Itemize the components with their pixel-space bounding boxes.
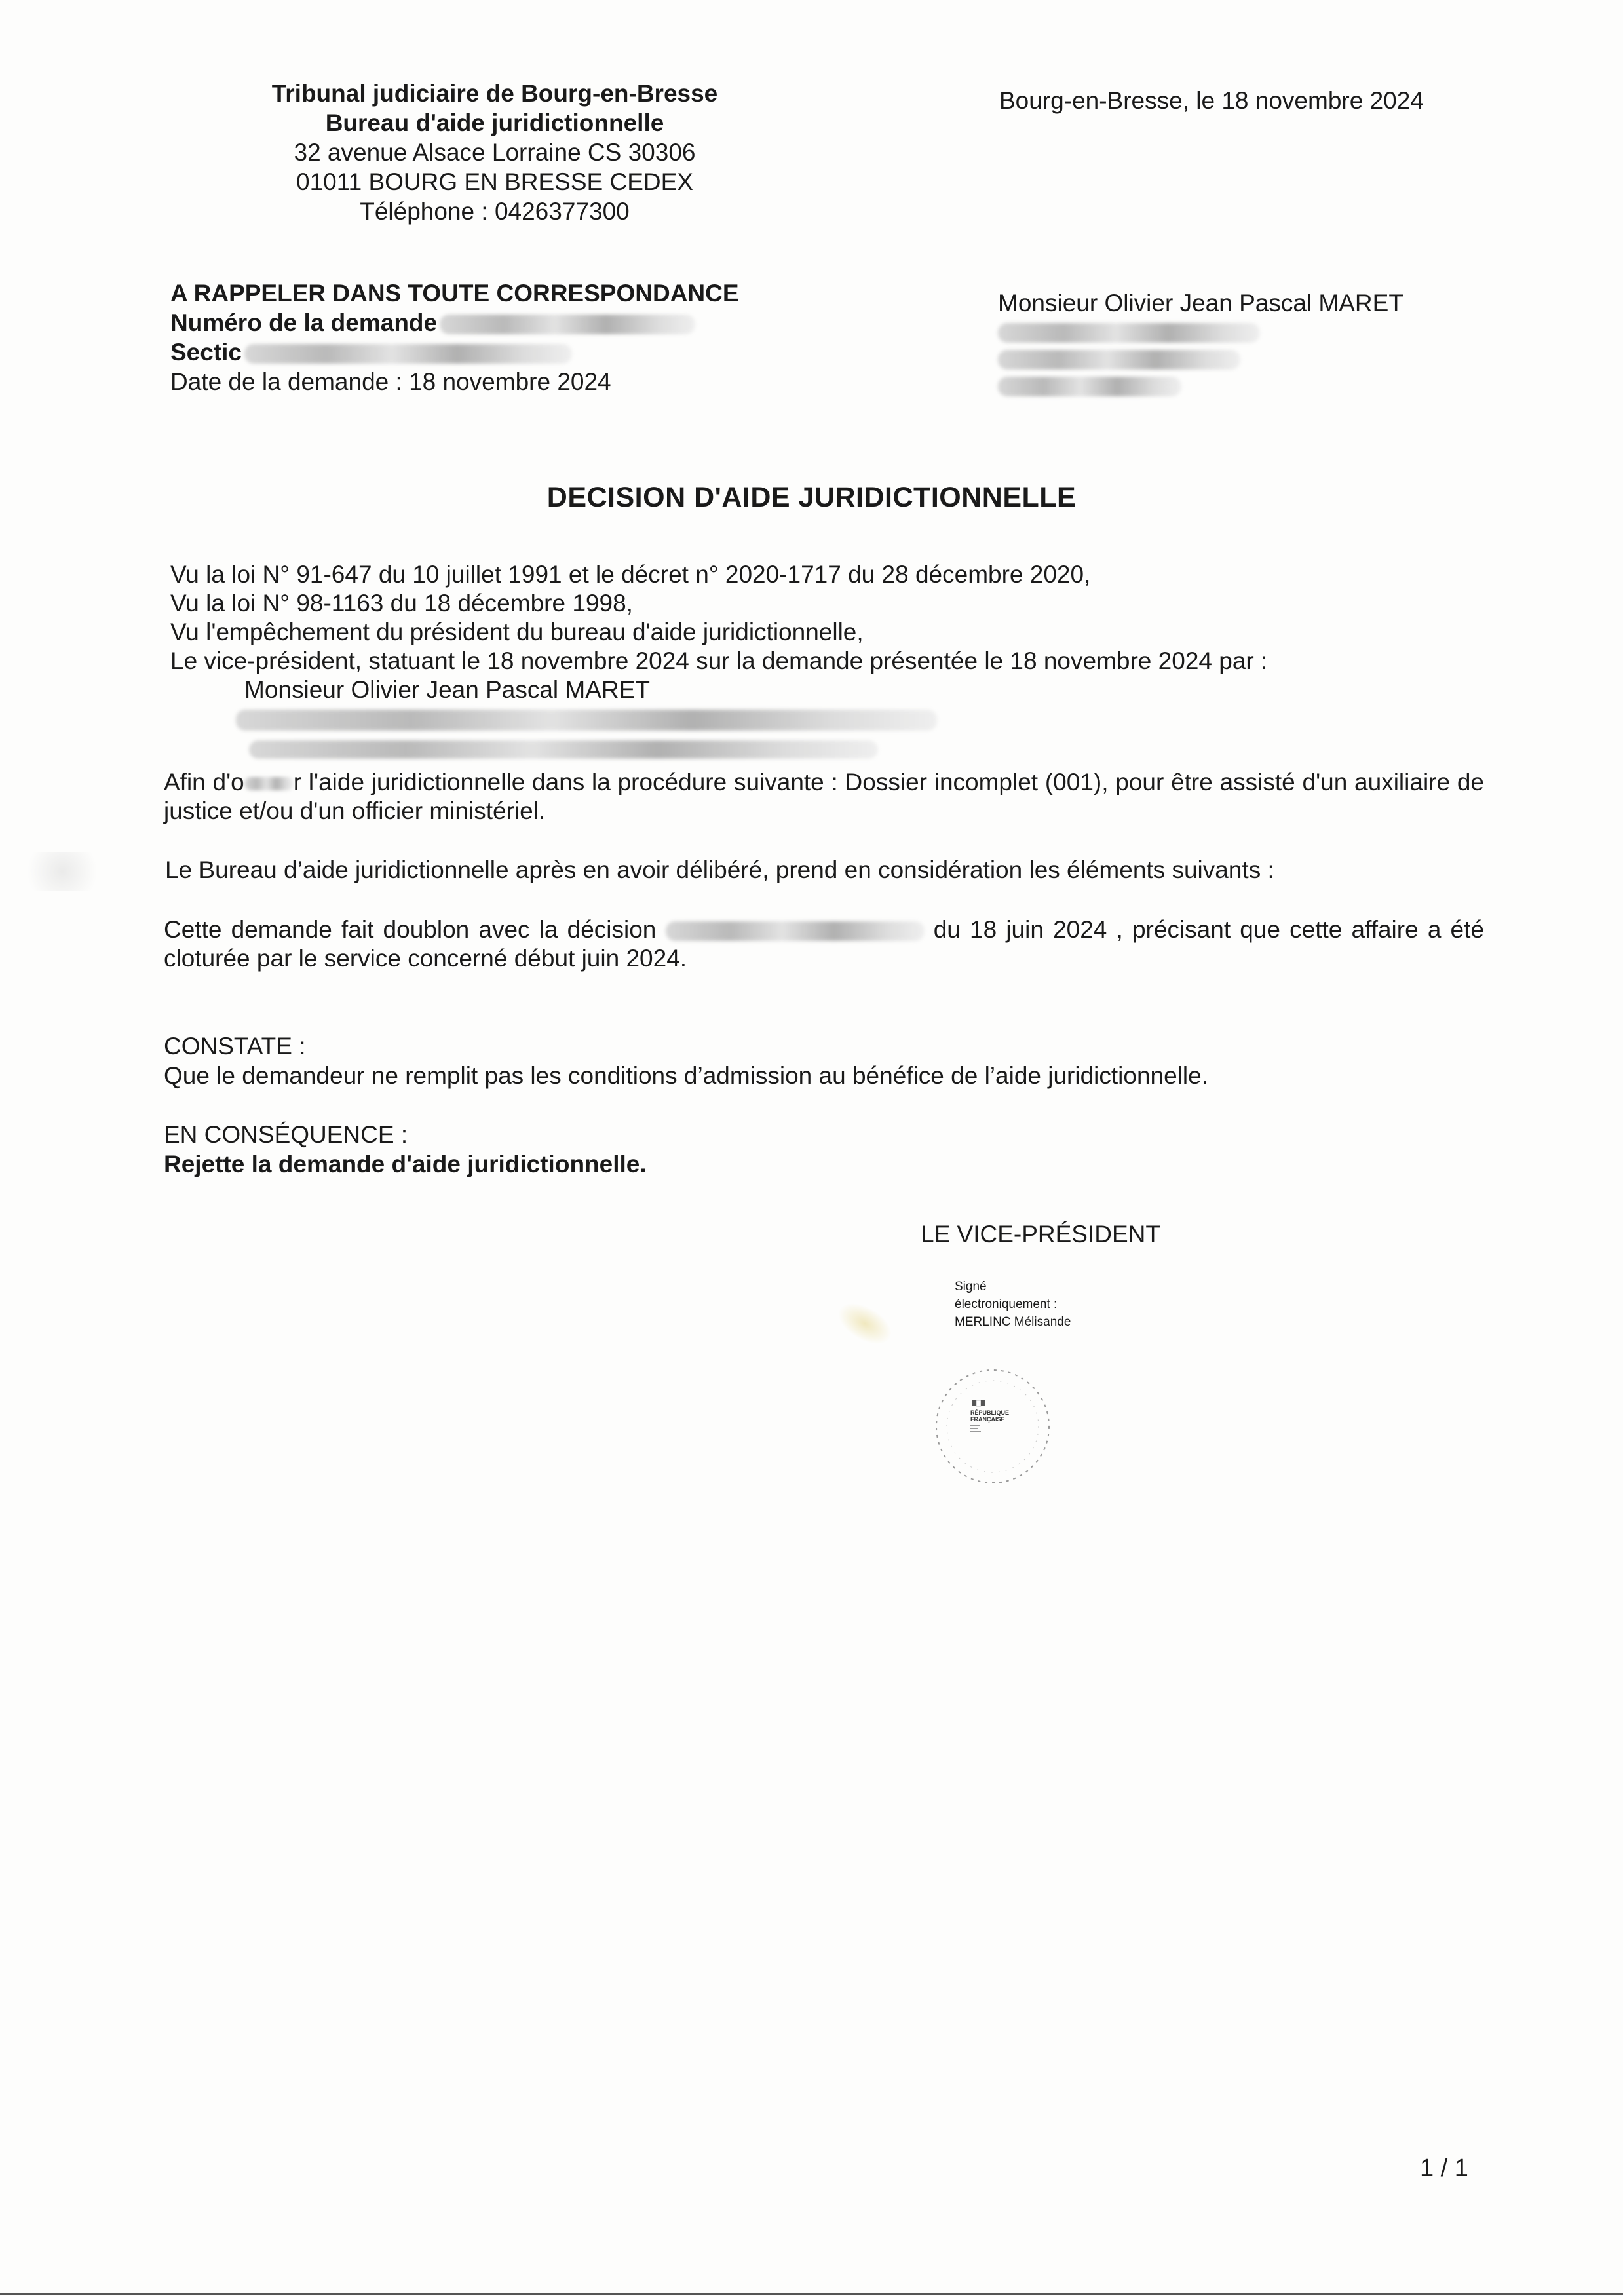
visa-line: Vu la loi N° 98-1163 du 18 décembre 1998, xyxy=(170,590,633,617)
recipient-address-line-2 xyxy=(998,347,1403,377)
section-row xyxy=(170,337,739,367)
signature-electronically: électroniquement : xyxy=(955,1297,1058,1311)
legal-references xyxy=(170,560,1267,676)
court-phone: Téléphone : 0426377300 xyxy=(360,198,630,225)
purpose-prefix: Afin d'o xyxy=(164,769,244,795)
redacted-decision-number xyxy=(666,921,925,941)
visa-line: Le vice-président, statuant le 18 novembre 2024 sur la demande présentée le 18 novembre 2024 par : xyxy=(170,647,1268,674)
signature-signer: MERLINC Mélisande xyxy=(955,1315,1071,1329)
duplicate-prefix: Cette demande fait doublon avec la décision xyxy=(164,916,657,943)
recipient-name: Monsieur Olivier Jean Pascal MARET xyxy=(998,290,1403,316)
seal-line-2: FRANÇAISE xyxy=(970,1416,1005,1423)
electronic-signature xyxy=(955,1278,1071,1331)
request-date: Date de la demande : 18 novembre 2024 xyxy=(170,368,611,395)
redacted-applicant-address xyxy=(236,710,937,731)
section-label: Sectic xyxy=(170,339,242,366)
page-bottom-edge xyxy=(0,2293,1623,2295)
redacted-section xyxy=(244,344,572,364)
constate-label: CONSTATE : xyxy=(164,1033,306,1060)
redacted-address-2 xyxy=(998,350,1240,370)
signature-signed: Signé xyxy=(955,1280,987,1293)
recipient-address-line-3 xyxy=(998,377,1403,396)
page-number: 1 / 1 xyxy=(1420,2154,1468,2182)
decision-text: Rejette la demande d'aide juridictionnelle. xyxy=(164,1151,647,1177)
duplicate-suffix: du 18 juin 2024 , précisant que cette affaire a été cloturée par le service concerné début juin 2024. xyxy=(164,916,1484,972)
marianne-logo-icon xyxy=(972,1400,985,1406)
reference-block xyxy=(170,278,739,396)
letter-date: Bourg-en-Bresse, le 18 novembre 2024 xyxy=(999,87,1424,114)
applicant-name: Monsieur Olivier Jean Pascal MARET xyxy=(244,676,650,703)
redacted-fragment xyxy=(244,777,294,790)
visa-line: Vu la loi N° 91-647 du 10 juillet 1991 et le décret n° 2020-1717 du 28 décembre 2020, xyxy=(170,561,1091,588)
redacted-address-3 xyxy=(998,377,1181,396)
seal-line-1: RÉPUBLIQUE xyxy=(970,1409,1010,1416)
recipient-block xyxy=(998,288,1403,396)
court-header xyxy=(216,79,773,226)
document-title: DECISION D'AIDE JURIDICTIONNELLE xyxy=(546,482,1077,513)
court-name: Tribunal judiciaire de Bourg-en-Bresse xyxy=(271,80,718,107)
court-city: 01011 BOURG EN BRESSE CEDEX xyxy=(296,168,693,195)
visa-line: Vu l'empêchement du président du bureau d'aide juridictionnelle, xyxy=(170,619,864,645)
reference-heading: A RAPPELER DANS TOUTE CORRESPONDANCE xyxy=(170,280,739,307)
request-number-label: Numéro de la demande xyxy=(170,309,438,336)
office-name: Bureau d'aide juridictionnelle xyxy=(325,109,664,136)
constate-text: Que le demandeur ne remplit pas les conditions d’admission au bénéfice de l’aide juridictionnelle. xyxy=(164,1062,1208,1089)
request-number-row xyxy=(170,308,739,337)
purpose-paragraph xyxy=(164,768,1484,826)
recipient-address-line-1 xyxy=(998,318,1403,347)
scan-speck xyxy=(16,852,108,891)
consequence-label: EN CONSÉQUENCE : xyxy=(164,1121,408,1148)
redacted-request-number xyxy=(440,315,695,334)
duplicate-paragraph xyxy=(164,915,1484,973)
official-seal xyxy=(932,1366,1054,1487)
signatory-title: LE VICE-PRÉSIDENT xyxy=(921,1221,1160,1248)
considerations-intro: Le Bureau d’aide juridictionnelle après en avoir délibéré, prend en considération les éléments suivants : xyxy=(165,856,1274,883)
court-address: 32 avenue Alsace Lorraine CS 30306 xyxy=(294,139,696,166)
redacted-address-1 xyxy=(998,323,1260,343)
redacted-applicant-contact xyxy=(249,740,878,759)
scan-stain xyxy=(831,1295,899,1352)
purpose-text: r l'aide juridictionnelle dans la procédure suivante : Dossier incomplet (001), pour être assisté d'un auxiliaire de justice et/ou d'un officier ministériel. xyxy=(164,769,1484,824)
